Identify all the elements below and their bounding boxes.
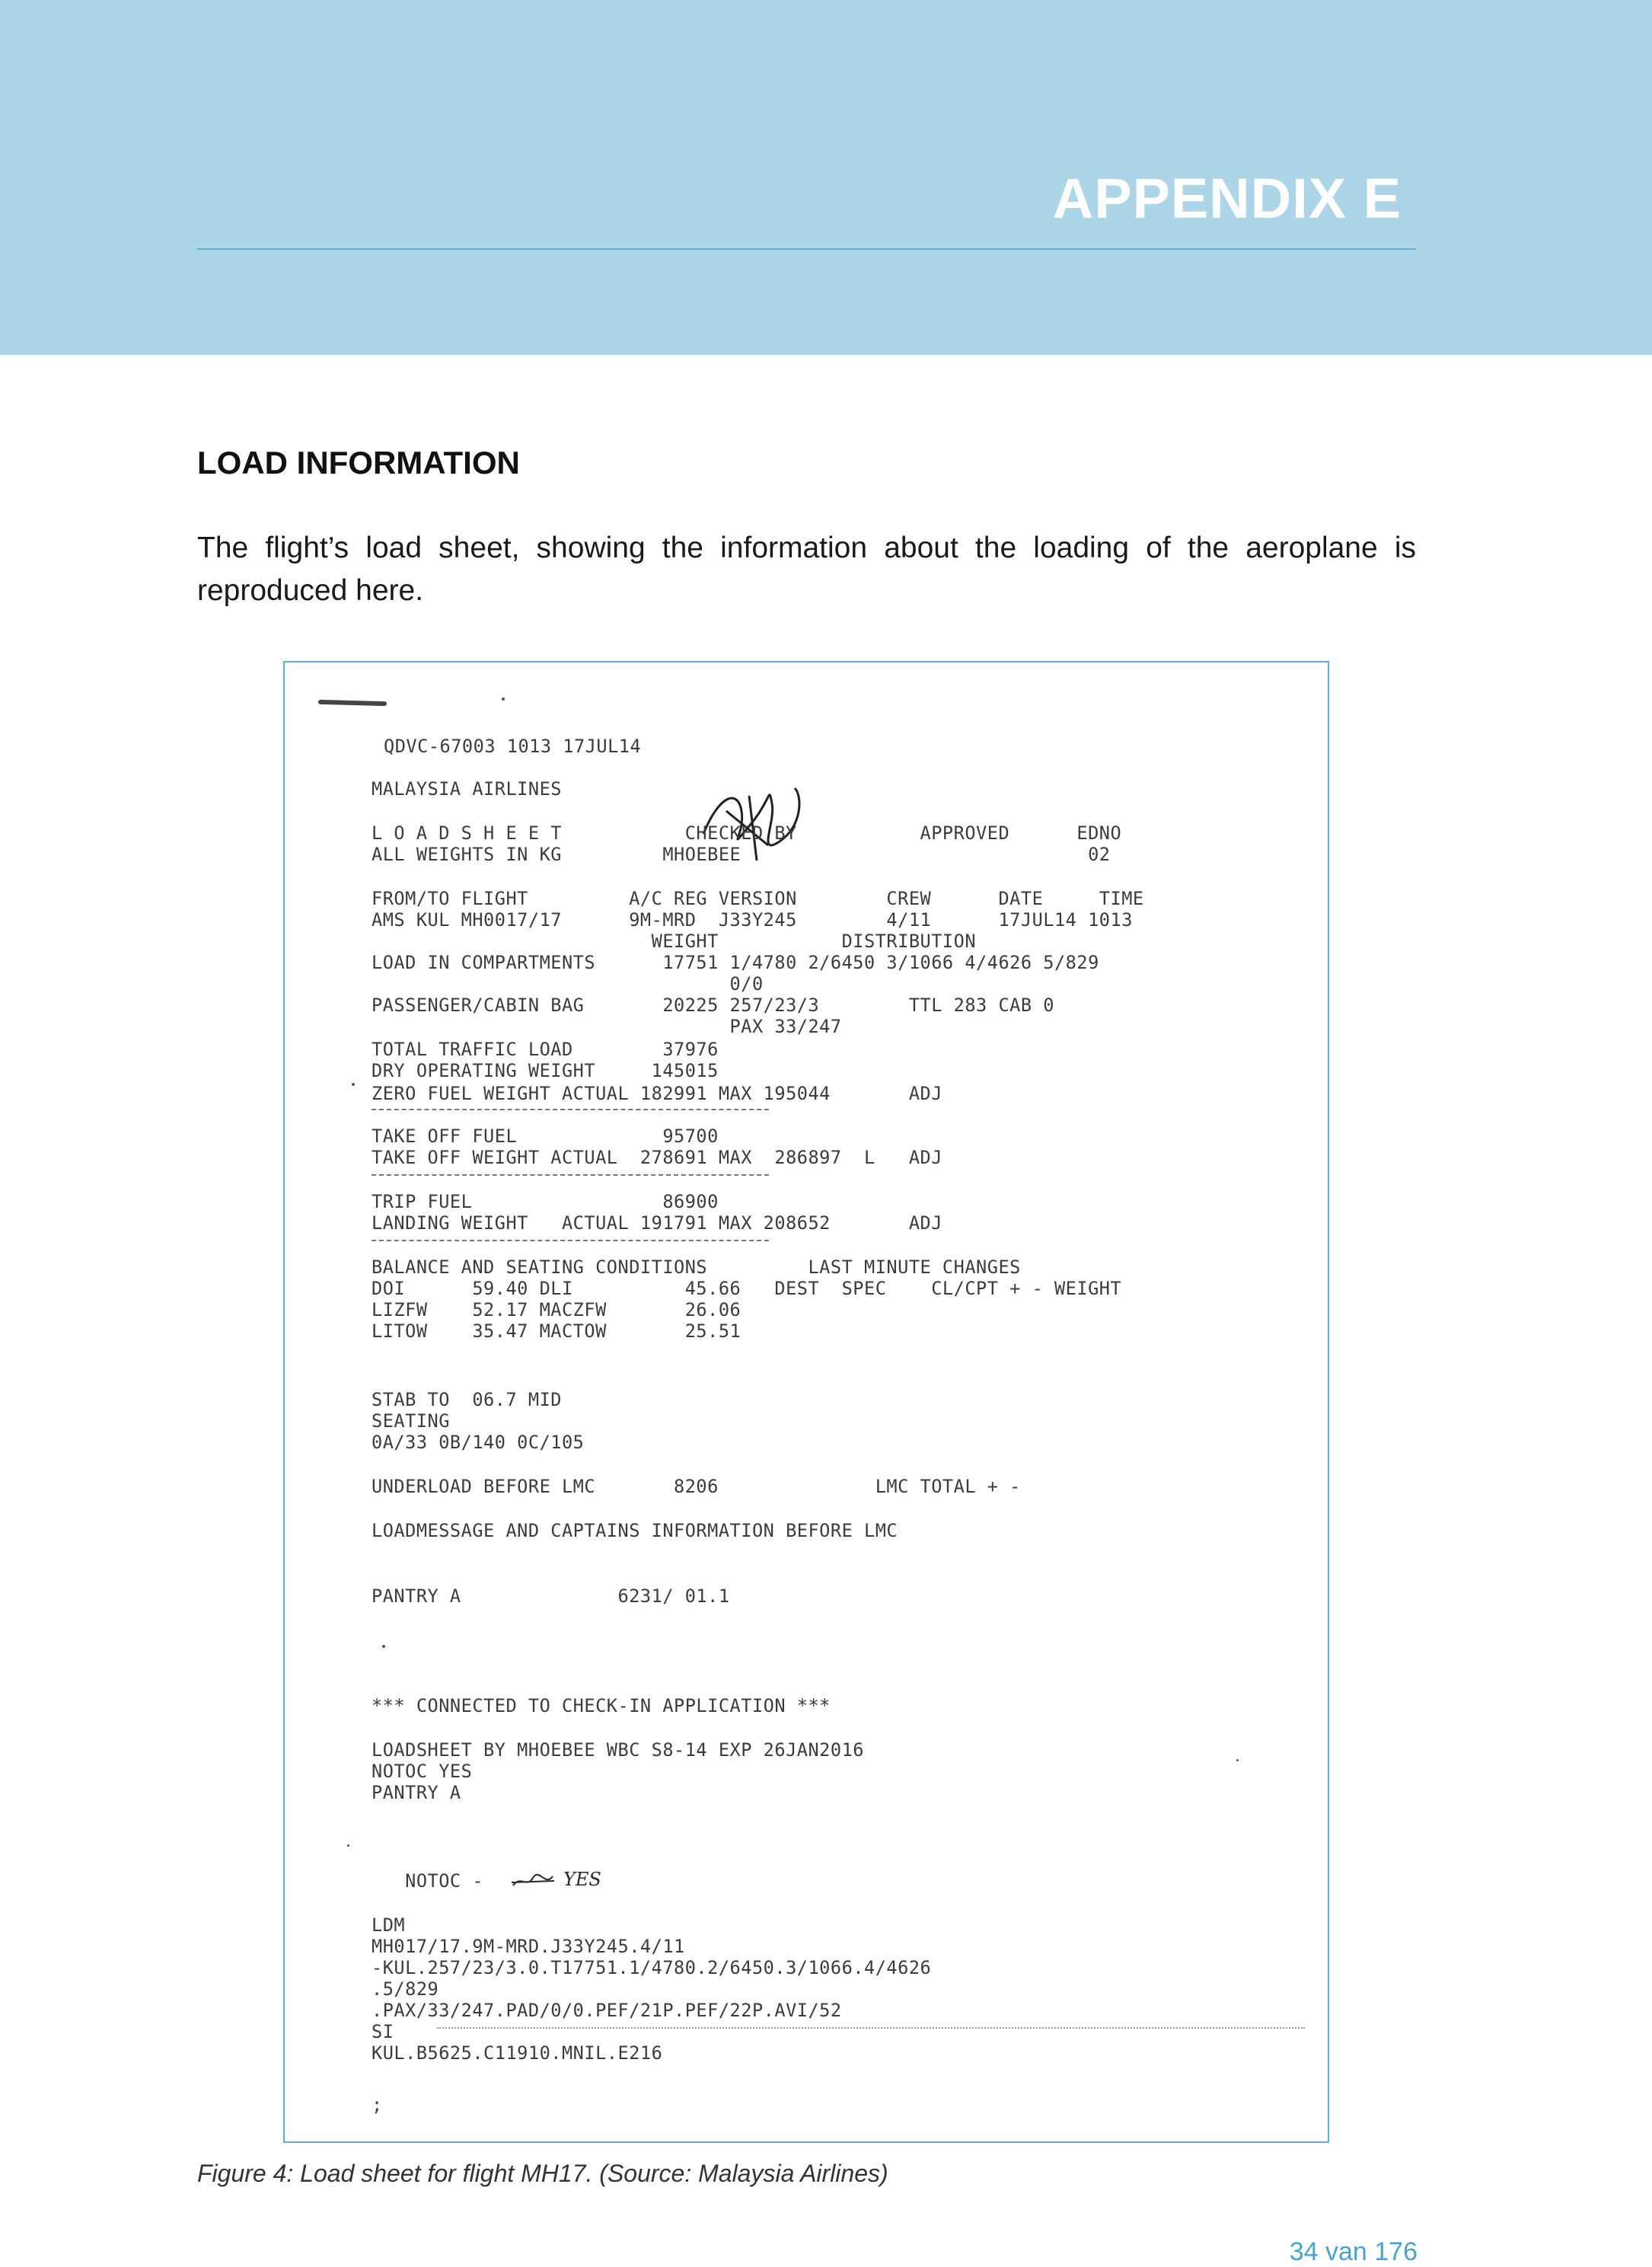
scan-artifact: [318, 700, 387, 706]
loadsheet-line: LANDING WEIGHT ACTUAL 191791 MAX 208652 ADJ: [372, 1212, 942, 1234]
dashed-separator: [372, 1109, 769, 1110]
loadsheet-line: AMS KUL MH0017/17 9M-MRD J33Y245 4/11 17JUL14 1013: [372, 909, 1133, 931]
loadsheet-line: -KUL.257/23/3.0.T17751.1/4780.2/6450.3/1066.4/4626: [372, 1957, 932, 1978]
section-heading: LOAD INFORMATION: [197, 445, 520, 481]
dashed-separator: [372, 1240, 769, 1241]
loadsheet-line: ALL WEIGHTS IN KG MHOEBEE 02: [372, 844, 1111, 865]
loadsheet-line: NOTOC YES: [372, 1761, 473, 1782]
scan-artifact: [1236, 1759, 1239, 1761]
loadsheet-line: LITOW 35.47 MACTOW 25.51: [372, 1320, 741, 1342]
loadsheet-line: FROM/TO FLIGHT A/C REG VERSION CREW DATE TIME: [372, 888, 1144, 909]
loadsheet-scan: [285, 663, 1328, 2141]
loadsheet-line: QDVC-67003 1013 17JUL14: [384, 736, 642, 757]
loadsheet-line: PASSENGER/CABIN BAG 20225 257/23/3 TTL 283 CAB 0: [372, 995, 1054, 1016]
loadsheet-line: LIZFW 52.17 MACZFW 26.06: [372, 1299, 741, 1320]
intro-paragraph: The flight’s load sheet, showing the information about the loading of the aeroplane is reproduced here.: [197, 532, 1416, 607]
loadsheet-line: ;: [372, 2094, 383, 2115]
loadsheet-line: BALANCE AND SEATING CONDITIONS LAST MINUTE CHANGES: [372, 1256, 1021, 1278]
figure-caption: Figure 4: Load sheet for flight MH17. (Source: Malaysia Airlines): [197, 2160, 888, 2187]
loadsheet-figure: [283, 661, 1329, 2143]
loadsheet-line: ZERO FUEL WEIGHT ACTUAL 182991 MAX 195044 ADJ: [372, 1083, 942, 1104]
loadsheet-line: 0/0: [372, 973, 764, 995]
loadsheet-line: LOAD IN COMPARTMENTS 17751 1/4780 2/6450 3/1066 4/4626 5/829: [372, 952, 1099, 973]
loadsheet-line: TAKE OFF FUEL 95700: [372, 1126, 719, 1147]
loadsheet-line: WEIGHT DISTRIBUTION: [372, 931, 977, 952]
loadsheet-line: NOTOC -: [372, 1870, 484, 1892]
loadsheet-line: .5/829: [372, 1978, 439, 2000]
appendix-title: APPENDIX E: [1052, 167, 1402, 230]
loadsheet-line: TRIP FUEL 86900: [372, 1191, 719, 1212]
loadsheet-line: DRY OPERATING WEIGHT 145015: [372, 1060, 719, 1081]
scan-noise-line: [437, 2027, 1305, 2029]
loadsheet-line: LOADMESSAGE AND CAPTAINS INFORMATION BEFORE LMC: [372, 1520, 898, 1541]
loadsheet-line: L O A D S H E E T CHECKED BY APPROVED EDNO: [372, 822, 1122, 844]
loadsheet-line: STAB TO 06.7 MID: [372, 1389, 562, 1410]
handwritten-strikeout: [510, 1870, 556, 1893]
loadsheet-line: PAX 33/247: [372, 1016, 842, 1037]
loadsheet-line: KUL.B5625.C11910.MNIL.E216: [372, 2042, 663, 2064]
loadsheet-line: 0A/33 0B/140 0C/105: [372, 1432, 585, 1453]
loadsheet-line: MALAYSIA AIRLINES: [372, 778, 562, 800]
scan-artifact: [382, 1645, 385, 1648]
loadsheet-line: PANTRY A 6231/ 01.1: [372, 1585, 730, 1607]
loadsheet-line: MH017/17.9M-MRD.J33Y245.4/11: [372, 1936, 685, 1957]
loadsheet-line: LDM: [372, 1914, 406, 1936]
scan-artifact: [352, 1083, 355, 1086]
loadsheet-line: PANTRY A: [372, 1782, 461, 1803]
loadsheet-line: DOI 59.40 DLI 45.66 DEST SPEC CL/CPT + - WEIGHT: [372, 1278, 1122, 1299]
loadsheet-line: UNDERLOAD BEFORE LMC 8206 LMC TOTAL + -: [372, 1476, 1021, 1497]
page-number: 34 van 176: [1289, 2237, 1418, 2266]
loadsheet-line: *** CONNECTED TO CHECK-IN APPLICATION ***: [372, 1695, 831, 1716]
loadsheet-line: TAKE OFF WEIGHT ACTUAL 278691 MAX 286897 L ADJ: [372, 1147, 942, 1168]
scan-artifact: [502, 698, 505, 701]
loadsheet-line: .PAX/33/247.PAD/0/0.PEF/21P.PEF/22P.AVI/52: [372, 2000, 842, 2021]
loadsheet-line: SI: [372, 2021, 394, 2042]
scan-artifact: [347, 1844, 349, 1847]
header-banner: [0, 0, 1652, 355]
handwritten-notoc-yes: YES: [563, 1869, 601, 1890]
loadsheet-line: TOTAL TRAFFIC LOAD 37976: [372, 1039, 719, 1060]
header-divider: [197, 248, 1416, 250]
loadsheet-line: LOADSHEET BY MHOEBEE WBC S8-14 EXP 26JAN2016: [372, 1739, 865, 1761]
loadsheet-line: SEATING: [372, 1410, 450, 1432]
dashed-separator: [372, 1174, 769, 1176]
